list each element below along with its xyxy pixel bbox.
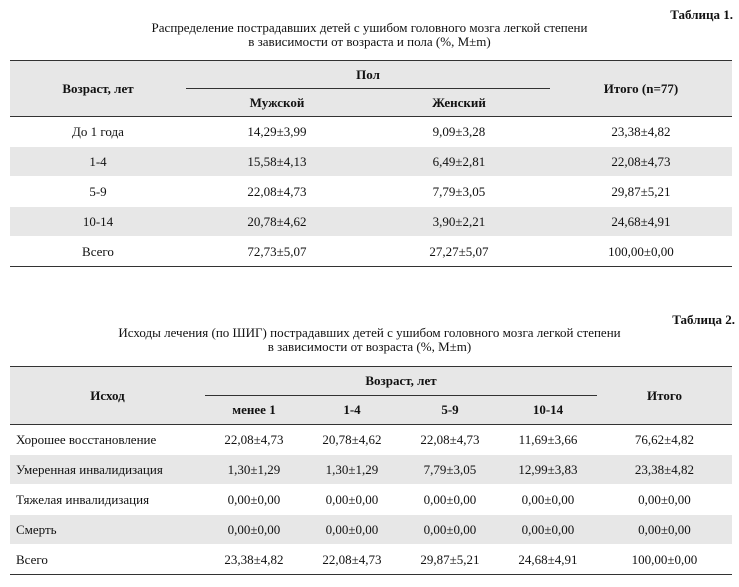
table1-header-total: Итого (n=77)	[550, 61, 732, 117]
table1-label: Таблица 1.	[670, 7, 733, 22]
table2-cell: 7,79±3,05	[401, 455, 499, 485]
table2-row	[10, 425, 732, 455]
table2-label: Таблица 2.	[672, 312, 735, 327]
table2-cell: 0,00±0,00	[423, 491, 477, 507]
table2	[10, 366, 732, 575]
table2-caption	[0, 326, 739, 354]
table1-cell-total: 100,00±0,00	[608, 243, 674, 259]
table2-cell-outcome: Хорошее восстановление	[16, 431, 157, 447]
table1-cell-age: 5-9	[89, 183, 107, 199]
table1-cell-female: 3,90±2,21	[368, 207, 550, 237]
table1-cell-female: 6,49±2,81	[368, 147, 550, 177]
table2-header-age-lt1: менее 1	[205, 396, 303, 425]
table1-caption	[0, 21, 739, 49]
table2-header-age-1-4: 1-4	[303, 396, 401, 425]
table1-cell-male: 22,08±4,73	[247, 183, 307, 199]
table2-cell: 23,38±4,82	[224, 551, 284, 567]
table2-cell-outcome: Умеренная инвалидизация	[10, 455, 205, 485]
table2-cell-total: 0,00±0,00	[638, 491, 691, 507]
table2-cell-outcome: Всего	[16, 551, 48, 567]
table2-cell-outcome: Тяжелая инвалидизация	[16, 491, 150, 507]
table2-cell: 24,68±4,91	[518, 551, 578, 567]
table2-cell-outcome: Смерть	[10, 515, 205, 545]
table1-cell-total: 29,87±5,21	[611, 183, 671, 199]
table1-cell-age: До 1 года	[72, 123, 124, 139]
table1-cell-age: Всего	[82, 243, 114, 259]
table2-cell-total: 100,00±0,00	[631, 551, 698, 567]
table2-cell: 29,87±5,21	[420, 551, 480, 567]
table1-cell-male: 14,29±3,99	[247, 123, 307, 139]
table1-cell-male: 72,73±5,07	[247, 243, 307, 259]
table2-cell-total: 76,62±4,82	[634, 431, 695, 447]
table1-row	[10, 237, 732, 267]
table2-row	[10, 545, 732, 575]
table1-caption-line1: Распределение пострадавших детей с ушибом головного мозга легкой степени	[151, 20, 588, 35]
table2-cell: 11,69±3,66	[518, 431, 578, 447]
table2-cell: 0,00±0,00	[227, 491, 281, 507]
table2-row	[10, 485, 732, 515]
table1-cell-total: 24,68±4,91	[550, 207, 732, 237]
table1-cell-age: 1-4	[10, 147, 186, 177]
table1	[10, 60, 732, 267]
table2-cell-total: 23,38±4,82	[597, 455, 732, 485]
table1-header-age: Возраст, лет	[10, 61, 186, 117]
table2-cell: 0,00±0,00	[401, 515, 499, 545]
table2-cell: 0,00±0,00	[521, 491, 575, 507]
table2-cell-total: 0,00±0,00	[597, 515, 732, 545]
table2-row	[10, 455, 732, 485]
table1-cell-female: 7,79±3,05	[432, 183, 486, 199]
table1-cell-female: 27,27±5,07	[429, 243, 489, 259]
table2-cell: 0,00±0,00	[499, 515, 597, 545]
table1-row	[10, 117, 732, 147]
table2-cell: 22,08±4,73	[420, 431, 480, 447]
table2-cell: 22,08±4,73	[322, 551, 382, 567]
table2-header-age-10-14: 10-14	[499, 396, 597, 425]
table2-cell: 12,99±3,83	[499, 455, 597, 485]
table2-cell: 0,00±0,00	[303, 515, 401, 545]
table1-caption-line2: в зависимости от возраста и пола (%, M±m)	[248, 34, 491, 49]
table1-row	[10, 177, 732, 207]
table2-header-outcome: Исход	[10, 367, 205, 425]
table2-row	[10, 515, 732, 545]
table2-caption-line1: Исходы лечения (по ШИГ) пострадавших детей с ушибом головного мозга легкой степени	[118, 325, 621, 340]
table1-cell-total: 22,08±4,73	[550, 147, 732, 177]
table1-cell-total: 23,38±4,82	[611, 123, 671, 139]
table2-header-age-5-9: 5-9	[401, 396, 499, 425]
table1-cell-male: 15,58±4,13	[186, 147, 368, 177]
table1-header-female: Женский	[368, 89, 550, 117]
table2-header-age: Возраст, лет	[205, 367, 597, 396]
table2-cell: 22,08±4,73	[224, 431, 284, 447]
table1-header-sex: Пол	[186, 61, 550, 89]
table2-header-total: Итого	[597, 367, 732, 425]
table2-caption-line2: в зависимости от возраста (%, M±m)	[267, 339, 472, 354]
table1-cell-male: 20,78±4,62	[186, 207, 368, 237]
table1-header-male: Мужской	[186, 89, 368, 117]
table1-cell-female: 9,09±3,28	[432, 123, 486, 139]
table2-cell: 0,00±0,00	[325, 491, 379, 507]
table2-cell: 1,30±1,29	[303, 455, 401, 485]
table2-cell: 1,30±1,29	[205, 455, 303, 485]
table1-cell-age: 10-14	[10, 207, 186, 237]
table2-cell: 20,78±4,62	[322, 431, 382, 447]
table2-cell: 0,00±0,00	[205, 515, 303, 545]
table1-row	[10, 207, 732, 237]
table1-row	[10, 147, 732, 177]
